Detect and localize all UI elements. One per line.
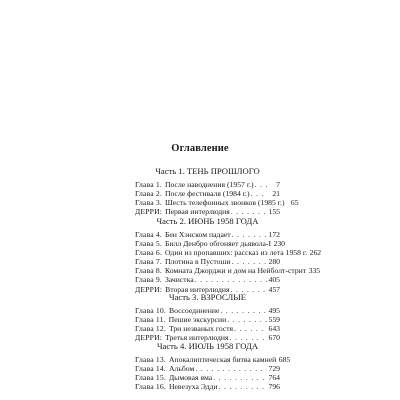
- chapter-number: Глава 15.: [135, 373, 166, 383]
- chapter-title: Один из пропавших: рассказ из лета 1958 г.: [164, 248, 308, 258]
- chapter-number: Глава 4.: [135, 230, 162, 239]
- chapter-title: После наводнения (1957 г.): [164, 180, 254, 189]
- toc-entry: [135, 275, 280, 284]
- chapter-title: Комната Джорджи и дом на Нейболт-стрит: [164, 266, 307, 276]
- page-number: 670: [268, 333, 280, 343]
- chapter-number: Глава 10.: [135, 306, 166, 315]
- page-number: 457: [268, 284, 280, 294]
- toc-entry: [135, 248, 322, 258]
- page-number: 685: [278, 355, 291, 364]
- chapter-number: Глава 6.: [135, 248, 162, 258]
- entry-list: [135, 230, 322, 294]
- chapter-title: Дымовая яма: [168, 373, 213, 383]
- page-number: 335: [308, 266, 321, 276]
- page-number: 764: [268, 373, 280, 383]
- chapter-title: Невезуха Эдди: [168, 382, 218, 392]
- chapter-number: Глава 8.: [135, 266, 162, 276]
- chapter-title: Зачистка: [164, 275, 194, 285]
- part-heading: Часть 4. ИЮЛЬ 1958 ГОДА: [156, 341, 259, 351]
- chapter-number: Глава 14.: [135, 364, 166, 374]
- toc-entry: [135, 230, 280, 239]
- leader-dots: [220, 306, 267, 315]
- leader-dots: [255, 180, 267, 189]
- part-3: [135, 292, 280, 342]
- leader-dots: [219, 382, 267, 391]
- toc-entry: [135, 198, 299, 208]
- leader-dots: [231, 207, 267, 216]
- toc-entry: [135, 364, 280, 373]
- chapter-number: ДЕРРИ:: [135, 333, 163, 343]
- page-number: 65: [290, 198, 299, 208]
- chapter-title: Воссоединение: [168, 306, 220, 315]
- chapter-number: Глава 11.: [135, 315, 166, 325]
- toc-entry: [135, 239, 286, 249]
- toc-entry: [135, 324, 280, 333]
- chapter-number: Глава 7.: [135, 257, 162, 267]
- chapter-title: Апокалиптическая битва камней: [168, 355, 277, 364]
- chapter-title: Билл Денбро обгоняет дьявола-I: [164, 239, 272, 249]
- page-number: 495: [268, 306, 280, 315]
- chapter-title: Шесть телефонных звонков (1985 г.): [164, 198, 285, 208]
- leader-dots: [213, 373, 267, 382]
- chapter-title: Плотина в Пустоши: [164, 257, 231, 267]
- entry-list: [135, 180, 299, 217]
- leader-dots: [195, 364, 267, 373]
- page-number: 280: [268, 257, 280, 267]
- chapter-title: Первая интерлюдия: [165, 207, 230, 217]
- page-number: 230: [273, 239, 286, 249]
- toc-entry: [135, 306, 280, 315]
- part-4: [135, 341, 291, 392]
- leader-dots: [232, 230, 267, 239]
- page-number: 643: [268, 324, 280, 334]
- leader-dots: [195, 275, 267, 284]
- chapter-number: Глава 3.: [135, 198, 162, 208]
- chapter-title: Бен Хэнском падает: [164, 230, 231, 239]
- part-2: [135, 216, 322, 294]
- chapter-number: Глава 5.: [135, 239, 162, 249]
- part-heading: Часть 2. ИЮНЬ 1958 ГОДА: [156, 216, 259, 226]
- toc-entry: [135, 180, 280, 189]
- page-number: 262: [309, 248, 322, 258]
- toc-entry: [135, 189, 280, 198]
- page-number: 796: [268, 382, 280, 392]
- page-number: 729: [268, 364, 280, 374]
- toc-entry: [135, 257, 280, 266]
- part-1: [135, 166, 299, 217]
- chapter-title: Вторая интерлюдия: [165, 284, 230, 294]
- chapter-number: Глава 13.: [135, 355, 166, 364]
- page-number: 172: [268, 230, 280, 239]
- chapter-number: Глава 16.: [135, 382, 166, 392]
- toc-entry: [135, 266, 321, 276]
- page-number: 155: [268, 207, 280, 217]
- leader-dots: [227, 315, 267, 324]
- page-number: 7: [276, 180, 280, 189]
- chapter-number: ДЕРРИ:: [135, 284, 163, 294]
- toc-entry: [135, 373, 280, 382]
- chapter-number: ДЕРРИ:: [135, 207, 163, 217]
- chapter-title: После фестиваля (1984 г.): [164, 189, 250, 199]
- toc-entry: [135, 207, 280, 216]
- chapter-title: Третья интерлюдия: [165, 333, 229, 343]
- leader-dots: [234, 324, 267, 333]
- chapter-title: Пешие экскурсии: [168, 315, 227, 325]
- leader-dots: [251, 189, 267, 198]
- toc-entry: [135, 315, 280, 324]
- toc-entry: [135, 382, 280, 391]
- chapter-title: Альбом: [168, 364, 195, 374]
- chapter-number: Глава 1.: [135, 180, 162, 189]
- entry-list: [135, 355, 291, 392]
- toc-title: Оглавление: [171, 143, 229, 154]
- leader-dots: [232, 257, 268, 266]
- chapter-title: Три незваных гостя: [168, 324, 234, 334]
- chapter-number: Глава 12.: [135, 324, 166, 334]
- chapter-number: Глава 2.: [135, 189, 162, 199]
- page-number: 21: [272, 189, 280, 199]
- toc-entry: [135, 355, 291, 364]
- entry-list: [135, 306, 280, 342]
- part-heading: Часть 3. ВЗРОСЛЫЕ: [169, 292, 246, 302]
- page-number: 559: [268, 315, 280, 325]
- chapter-number: Глава 9.: [135, 275, 162, 285]
- page-number: 405: [268, 275, 280, 285]
- part-heading: Часть 1. ТЕНЬ ПРОШЛОГО: [155, 166, 260, 176]
